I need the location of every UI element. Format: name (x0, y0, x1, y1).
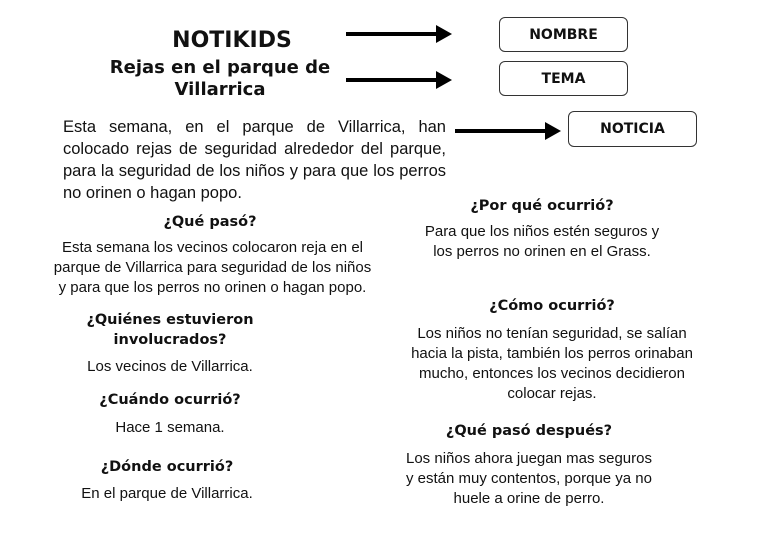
answer-line: y para que los perros no orinen o hagan popo. (58, 279, 367, 296)
arrow-to-tema (346, 78, 438, 82)
question-donde: ¿Dónde ocurrió? (100, 459, 234, 475)
news-headline (90, 57, 350, 101)
question-que-paso: ¿Qué pasó? (163, 214, 257, 230)
answer-line: Los niños ahora juegan mas seguros (406, 450, 652, 467)
answer-line: los perros no orinen en el Grass. (433, 243, 651, 260)
answer-line: hacia la pista, también los perros orinaban (411, 345, 693, 362)
answer-como (382, 324, 722, 404)
answer-line: y están muy contentos, porque ya no (406, 470, 652, 487)
answer-donde: En el parque de Villarrica. (81, 485, 253, 502)
answer-quienes: Los vecinos de Villarrica. (87, 358, 253, 375)
answer-line: parque de Villarrica para seguridad de los niños (53, 259, 372, 276)
answer-cuando: Hace 1 semana. (115, 419, 225, 436)
question-despues: ¿Qué pasó después? (445, 423, 613, 439)
question-line: ¿Quiénes estuvieron (86, 312, 254, 328)
answer-line: colocar rejas. (507, 385, 597, 402)
question-por-que: ¿Por qué ocurrió? (470, 198, 614, 214)
arrow-to-noticia (455, 129, 547, 133)
headline-line-1: Rejas en el parque de (109, 57, 331, 78)
page-title: NOTIKIDS (172, 28, 292, 53)
question-como: ¿Cómo ocurrió? (489, 298, 615, 314)
intro-paragraph: Esta semana, en el parque de Villarrica, han colocado rejas de seguridad alrededor del parque, para la seguridad de los niños y para que los perros no orinen o hagan popo. (63, 118, 446, 202)
answer-line: Los niños no tenían seguridad, se salían (417, 325, 687, 342)
answer-despues (379, 449, 679, 509)
answer-line: Para que los niños estén seguros y (424, 223, 660, 240)
label-nombre: NOMBRE (499, 17, 628, 52)
question-line: involucrados? (113, 332, 227, 348)
headline-line-2: Villarrica (174, 79, 266, 100)
answer-line: huele a orine de perro. (453, 490, 605, 507)
question-cuando: ¿Cuándo ocurrió? (99, 392, 241, 408)
answer-line: mucho, entonces los vecinos decidieron (419, 365, 685, 382)
label-noticia: NOTICIA (568, 111, 697, 147)
label-tema: TEMA (499, 61, 628, 96)
answer-line: Esta semana los vecinos colocaron reja en el (62, 239, 363, 256)
question-quienes (70, 310, 270, 350)
answer-que-paso (30, 238, 395, 298)
answer-por-que (392, 222, 692, 262)
arrow-to-nombre (346, 32, 438, 36)
